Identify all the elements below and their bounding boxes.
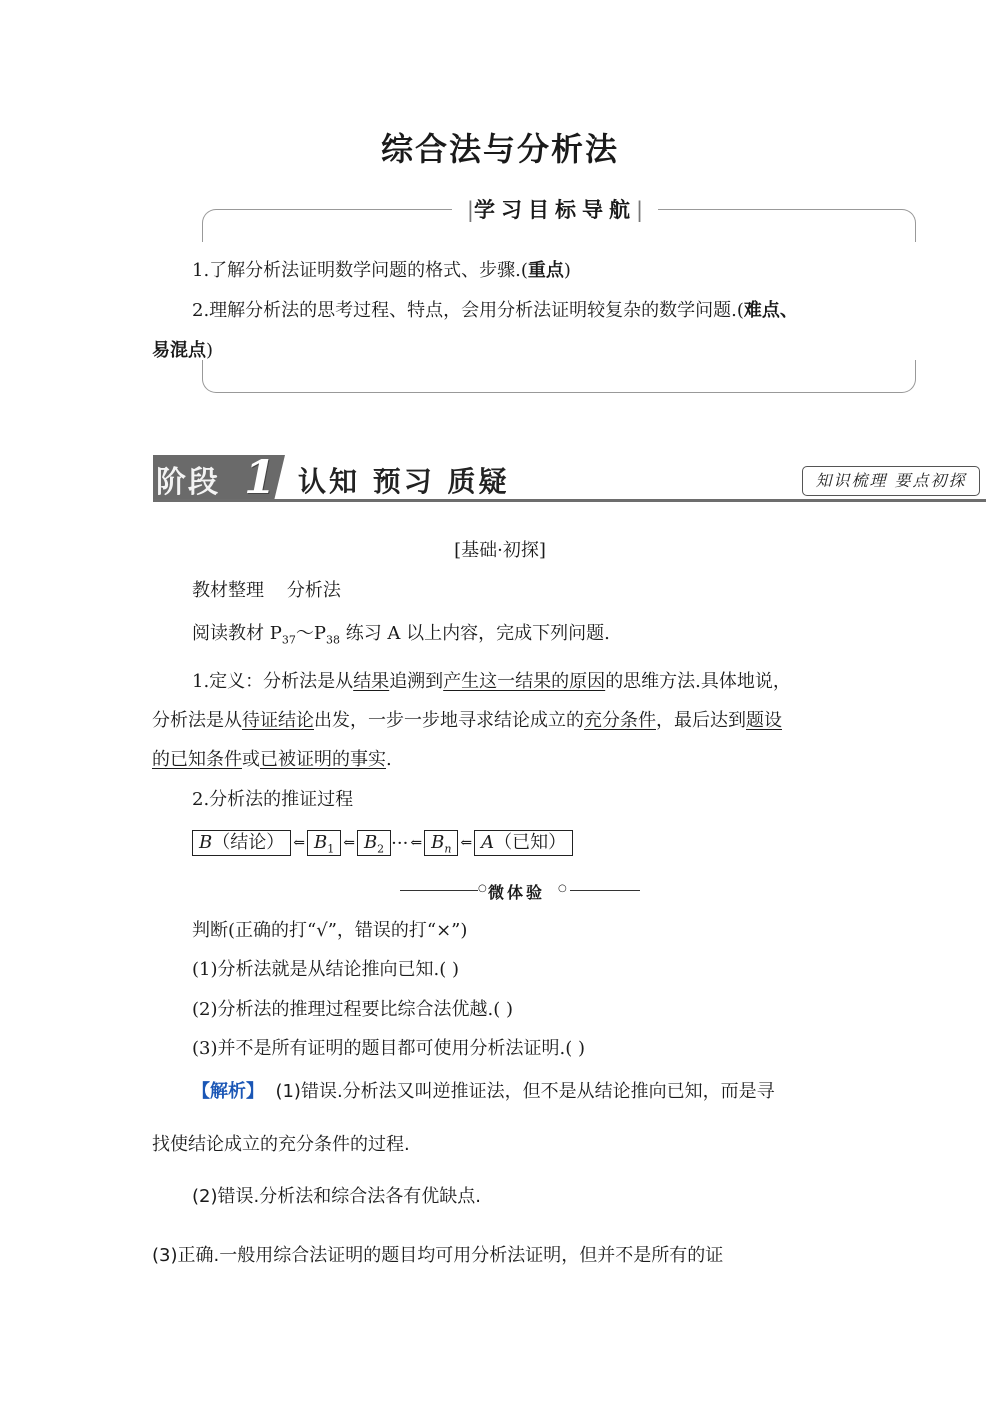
experience-label: 微体验 [488,883,546,902]
process-title: 2.分析法的推证过程 [192,789,354,810]
flow-arrow-icon: ⇐ [343,835,355,851]
analysis-line-1: 【解析】 (1)错误.分析法又叫逆推证法，但不是从结论推向已知，而是寻 [192,1081,775,1102]
process-flow [192,829,573,857]
stage-tag: 知识梳理 要点初探 [802,466,980,496]
definition-line-3: 的已知条件或已被证明的事实. [152,749,392,770]
stage-heading: 认知 预习 质疑 [298,465,510,498]
question-1: (1)分析法就是从结论推向已知.( ) [192,959,459,980]
textbook-heading: 教材整理 分析法 [192,580,341,601]
flow-box-known: A（已知） [474,830,573,856]
stage-banner-rule [153,499,986,502]
flow-box-b1: $B_1$ [307,830,341,856]
question-3: (3)并不是所有证明的题目都可使用分析法证明.( ) [192,1038,585,1059]
analysis-line-4: (3)正确.一般用综合法证明的题目均可用分析法证明，但并不是所有的证 [152,1245,724,1266]
definition-line-2: 分析法是从待证结论出发，一步一步地寻求结论成立的充分条件，最后达到题设 [152,710,782,731]
stage-label: 阶段 [156,465,220,500]
objective-2-continued: 易混点) [152,340,214,361]
flow-box-bn: $B_n$ [424,830,458,856]
page-title: 综合法与分析法 [380,130,619,168]
objectives-box-bottom [202,360,916,393]
flow-box-conclusion: B（结论） [192,830,291,856]
flow-dots: ··· [391,832,409,854]
flow-box-b2: $B_2$ [357,830,391,856]
analysis-tag: 【解析】 [192,1081,264,1102]
stage-number: 1 [244,450,277,504]
objective-2: 2.理解分析法的思考过程、特点，会用分析法证明较复杂的数学问题.(难点、 [192,300,798,321]
experience-divider: ○ 微体验 ○ [400,880,640,900]
experience-instruction: 判断(正确的打“√”，错误的打“×”) [192,920,468,941]
question-2: (2)分析法的推理过程要比综合法优越.( ) [192,999,513,1020]
definition-line-1: 1.定义：分析法是从结果追溯到产生这一结果的原因的思维方法.具体地说， [192,671,791,692]
reading-instruction: 阅读教材 $P_{37}\sim P_{38}$ 练习 A 以上内容，完成下列问题. [192,623,610,647]
section-label: [基础·初探] [454,540,546,561]
analysis-line-2: 找使结论成立的充分条件的过程. [152,1134,410,1155]
flow-arrow-icon: ⇐ [410,835,423,851]
objectives-label: |学习目标导航| [452,195,658,225]
flow-arrow-icon: ⇐ [293,835,305,851]
objective-1: 1.了解分析法证明数学问题的格式、步骤.(重点) [192,260,571,281]
analysis-line-3: (2)错误.分析法和综合法各有优缺点. [192,1186,481,1207]
flow-arrow-icon: ⇐ [460,835,473,851]
